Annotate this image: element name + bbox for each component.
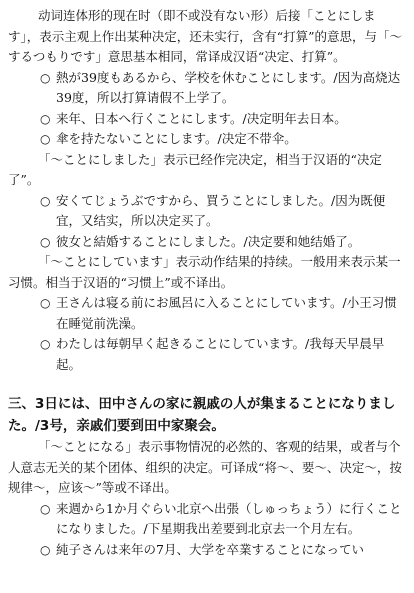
example-text: 王さんは寝る前にお風呂に入ることにしています。/小王习惯在睡觉前洗澡。 — [56, 295, 397, 331]
example-text: 来年、日本へ行くことにします。/决定明年去日本。 — [56, 110, 347, 126]
example-text: 安くてじょうぶですから、買うことにしました。/因为既便宜，又结实，所以决定买了。 — [56, 192, 386, 228]
bullet-circle-icon: ○ — [40, 501, 51, 516]
bullet-circle-icon: ○ — [40, 234, 51, 249]
bullet-circle-icon: ○ — [40, 337, 51, 351]
bullet-circle-icon: ○ — [40, 193, 51, 208]
explanation-paragraph: 「～ことになる」表示事物情况的必然的、客观的结果，或者与个人意志无关的某个团体、组织的决定。可译成“将～、要～、决定～，按规律～，应该～”等或不译出。 — [8, 439, 402, 495]
section-heading: 三、3日には、田中さんの家に親戚の人が集まることになりました。/3号，亲戚们要到田中家聚会。 — [8, 396, 396, 434]
example-text: 彼女と結婚することにしました。/决定要和她结婚了。 — [56, 233, 361, 249]
example-sentence — [8, 232, 404, 253]
example-sentence — [8, 68, 404, 109]
section-gap — [8, 375, 404, 393]
bullet-circle-icon: ○ — [40, 70, 51, 85]
bullet-circle-icon: ○ — [40, 542, 51, 557]
example-text: 傘を持たないことにします。/决定不带伞。 — [56, 131, 297, 146]
bullet-circle-icon: ○ — [40, 296, 51, 310]
bullet-circle-icon: ○ — [40, 132, 51, 146]
example-sentence — [8, 293, 404, 334]
explanation-paragraph: 动词连体形的现在时（即不或没有ない形）后接「ことにします」，表示主观上作出某种决定，还未实行，含有“打算”的意思，与「～するつもりです」意思基本相同，常译成汉语“决定、打算”。 — [8, 8, 403, 64]
example-text: わたしは毎朝早く起きることにしています。/我每天早晨早起。 — [56, 336, 385, 372]
example-sentence — [8, 109, 404, 130]
explanation-paragraph: 「～ことにしました」表示已经作完决定，相当于汉语的“决定了”。 — [8, 151, 382, 187]
example-text: 来週から1か月ぐらい北京へ出張（しゅっちょう）に行くことになりました。/下星期我出差要到北京去一个月左右。 — [56, 500, 402, 536]
example-sentence — [8, 334, 404, 375]
example-sentence — [8, 129, 404, 150]
explanation-paragraph: 「～ことにしています」表示动作结果的持续。一般用来表示某一习惯。相当于汉语的“习惯上”或不译出。 — [8, 254, 401, 290]
example-sentence — [8, 540, 404, 561]
bullet-circle-icon: ○ — [40, 111, 51, 126]
example-sentence — [8, 191, 404, 232]
example-sentence — [8, 499, 404, 540]
example-text: 熱が39度もあるから、学校を休むことにします。/因为高烧达39度，所以打算请假不上学了。 — [56, 69, 401, 105]
example-text: 純子さんは来年の7月、大学を卒業することになってい — [56, 541, 364, 557]
